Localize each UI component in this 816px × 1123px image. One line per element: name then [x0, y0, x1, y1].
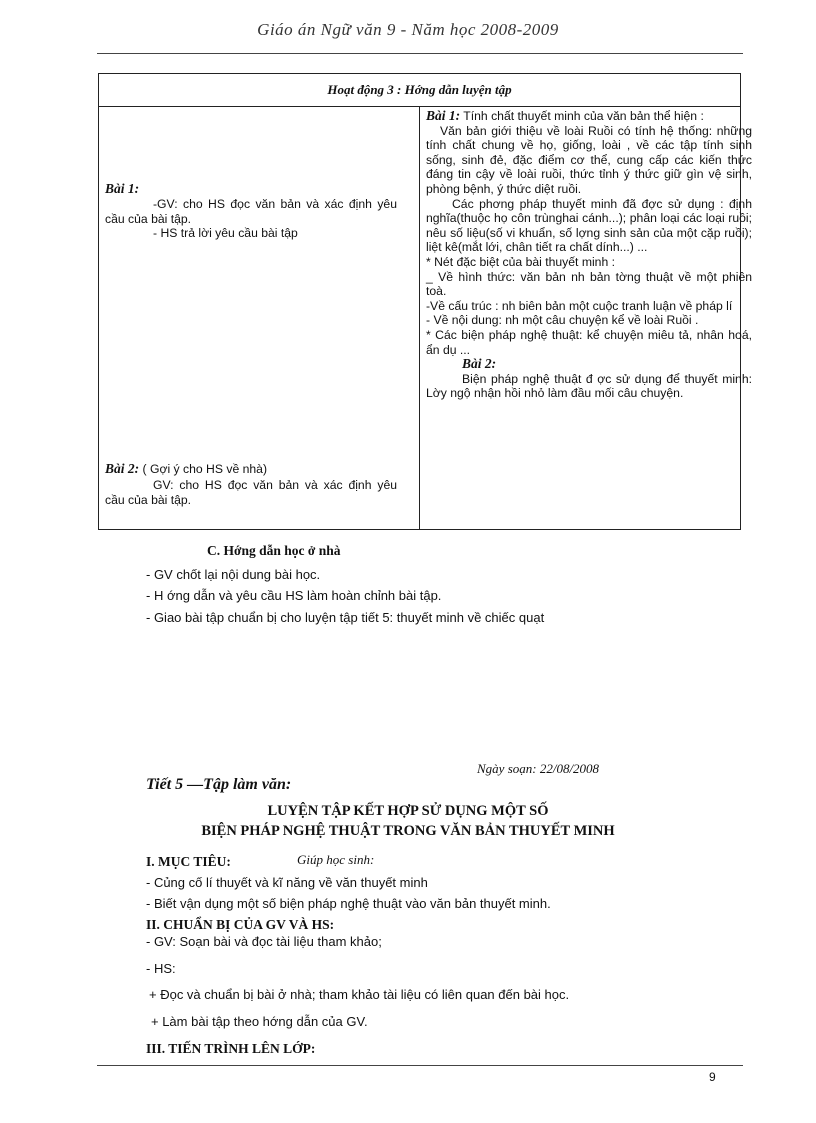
page-header: Giáo án Ngữ văn 9 - Năm học 2008-2009: [257, 20, 559, 39]
preparation-item: + Làm bài tập theo hớng dẫn của GV.: [151, 1014, 368, 1029]
left-bai1-label: Bài 1:: [105, 181, 140, 196]
lesson-number: Tiết 5 —Tập làm văn:: [146, 776, 292, 793]
left-bai1-line: - HS trả lời yêu cầu bài tập: [153, 226, 298, 241]
right-bai1-intro: Tính chất thuyết minh của văn bản thể hiện :: [460, 109, 704, 123]
right-bai1-label: Bài 1:: [426, 108, 461, 123]
right-bai2-label: Bài 2:: [462, 356, 497, 372]
objective-item: - Biết vận dụng một số biện pháp nghệ thuật vào văn bản thuyết minh.: [146, 896, 551, 911]
homework-item: - Giao bài tập chuẩn bị cho luyện tập tiết 5: thuyết minh về chiếc quạt: [146, 610, 545, 625]
right-para: -Về cấu trúc : nh biên bản một cuộc tranh luận về pháp lí: [426, 298, 733, 313]
lesson-title-line2: BIỆN PHÁP NGHỆ THUẬT TRONG VĂN BẢN THUYẾT MINH: [201, 823, 615, 839]
preparation-item: - HS:: [146, 961, 176, 976]
homework-item: - GV chốt lại nội dung bài học.: [146, 567, 321, 582]
left-bai2-line: GV: cho HS đọc văn bản và xác định yêu cầu của bài tập.: [105, 478, 397, 507]
preparation-item: - GV: Soạn bài và đọc tài liệu tham khảo;: [146, 934, 382, 949]
footer-rule: [97, 1065, 743, 1066]
section-preparation: II. CHUẨN BỊ CỦA GV VÀ HS:: [146, 917, 335, 932]
section-procedure: III. TIẾN TRÌNH LÊN LỚP:: [146, 1041, 316, 1056]
left-bai2-label: Bài 2:: [105, 461, 140, 476]
student-column: [420, 107, 752, 530]
right-para: Biện pháp nghệ thuật đ ợc sử dụng để thuyết minh: Lờy ngộ nhận hồi nhỏ làm đầu mối câu chuyện.: [426, 371, 752, 401]
left-bai1: [105, 181, 397, 241]
left-bai2-note: ( Gợi ý cho HS về nhà): [139, 462, 268, 476]
right-para: Văn bản giới thiệu về loài Ruồi có tính hệ thống: những tính chất chung về họ, giống, loài , về các tập tính sinh sống, sinh đẻ, đặc điểm cơ thể, cung cấp các kiến thức đáng tin cậy về loài ruồi, thức tỉnh ý thức giữ gìn vệ sinh, phòng bệnh, ý thức diệt ruồi.: [426, 123, 752, 196]
right-content: [426, 109, 752, 401]
prep-date: Ngày soạn: 22/08/2008: [477, 761, 600, 776]
objectives-note: Giúp học sinh:: [297, 852, 375, 867]
teacher-column: [99, 107, 420, 530]
section-objectives: I. MỤC TIÊU:: [146, 854, 231, 869]
page-number: 9: [709, 1070, 716, 1084]
header-rule: [97, 53, 743, 54]
objective-item: - Củng cố lí thuyết và kĩ năng về văn thuyết minh: [146, 875, 428, 890]
right-para: _ Về hình thức: văn bản nh bản tờng thuật về một phiên toà.: [426, 269, 752, 299]
activity-heading: Hoạt động 3 : Hớng dẫn luyện tập: [99, 74, 741, 107]
activity-table: [98, 73, 752, 530]
right-para: Các phơng pháp thuyết minh đã đợc sử dụng : định nghĩa(thuộc họ côn trùnghai cánh...); phân loại các loại ruồi; nêu số liệu(số vi khuẩn, số lợng sinh sản của một cặp ruồi); liệt kê(mắt lới, chân tiết ra chất dính...) ...: [426, 196, 752, 255]
left-bai2: [105, 460, 397, 507]
right-para: * Các biện pháp nghệ thuật: kể chuyện miêu tả, nhân hoá, ẩn dụ ...: [426, 327, 752, 357]
left-bai1-line: -GV: cho HS đọc văn bản và xác định yêu cầu của bài tập.: [105, 197, 397, 226]
homework-item: - H ớng dẫn và yêu cầu HS làm hoàn chỉnh bài tập.: [146, 588, 442, 603]
right-para: * Nét đặc biệt của bài thuyết minh :: [426, 254, 616, 269]
preparation-item: + Đọc và chuẩn bị bài ở nhà; tham khảo tài liệu có liên quan đến bài học.: [149, 987, 570, 1002]
homework-title: C. Hớng dẫn học ở nhà: [207, 543, 341, 558]
lesson-title-line1: LUYỆN TẬP KẾT HỢP SỬ DỤNG MỘT SỐ: [267, 803, 549, 819]
right-para: - Về nội dung: nh một câu chuyện kể về loài Ruồi .: [426, 313, 699, 328]
